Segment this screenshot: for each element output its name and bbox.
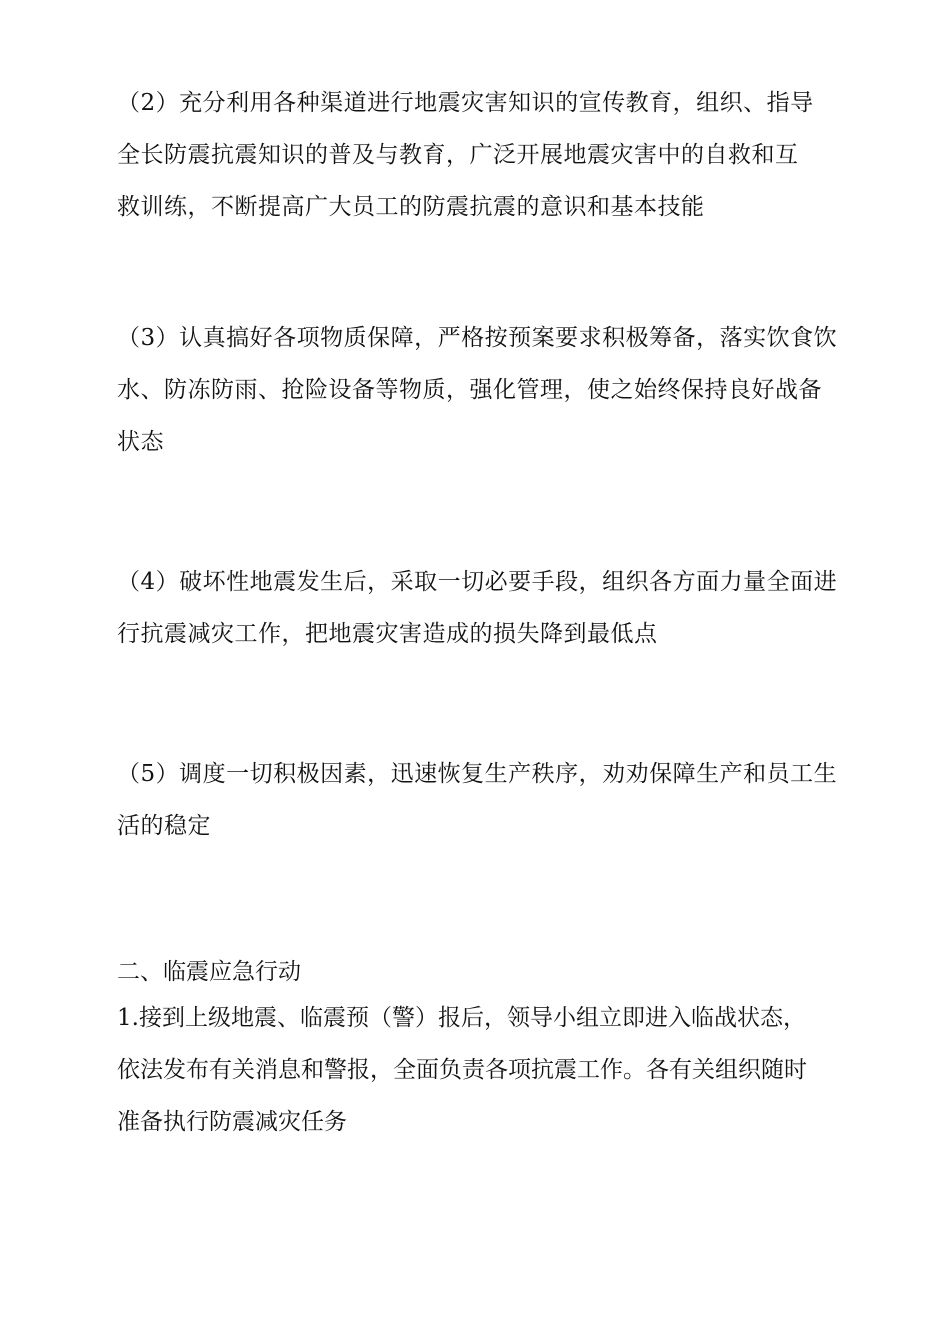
paragraph-line: 全长防震抗震知识的普及与教育，广泛开展地震灾害中的自救和互 bbox=[117, 142, 799, 168]
paragraph-line: 依法发布有关消息和警报，全面负责各项抗震工作。各有关组织随时 bbox=[117, 1057, 807, 1083]
paragraph-line: 1.接到上级地震、临震预（警）报后，领导小组立即进入临战状态， bbox=[117, 1005, 806, 1031]
paragraph-line: 准备执行防震减灾任务 bbox=[117, 1109, 347, 1135]
paragraph-line: 救训练，不断提高广大员工的防震抗震的意识和基本技能 bbox=[117, 194, 705, 220]
paragraph-line: （2）充分利用各种渠道进行地震灾害知识的宣传教育，组织、指导 bbox=[117, 90, 814, 116]
paragraph-line: （4）破坏性地震发生后，采取一切必要手段，组织各方面力量全面进 bbox=[117, 569, 838, 595]
item-1 bbox=[117, 992, 847, 1148]
paragraph-line: 水、防冻防雨、抢险设备等物质，强化管理，使之始终保持良好战备 bbox=[117, 377, 822, 403]
paragraph-2 bbox=[117, 77, 847, 233]
paragraph-line: 行抗震减灾工作，把地震灾害造成的损失降到最低点 bbox=[117, 621, 658, 647]
paragraph-4 bbox=[117, 556, 847, 660]
paragraph-5 bbox=[117, 748, 847, 852]
paragraph-line: （3）认真搞好各项物质保障，严格按预案要求积极筹备，落实饮食饮 bbox=[117, 325, 838, 351]
paragraph-3 bbox=[117, 312, 847, 468]
paragraph-line: （5）调度一切积极因素，迅速恢复生产秩序，劝劝保障生产和员工生 bbox=[117, 761, 838, 787]
section-heading: 二、临震应急行动 bbox=[117, 959, 301, 985]
paragraph-line: 活的稳定 bbox=[117, 813, 211, 839]
paragraph-line: 状态 bbox=[117, 429, 164, 455]
